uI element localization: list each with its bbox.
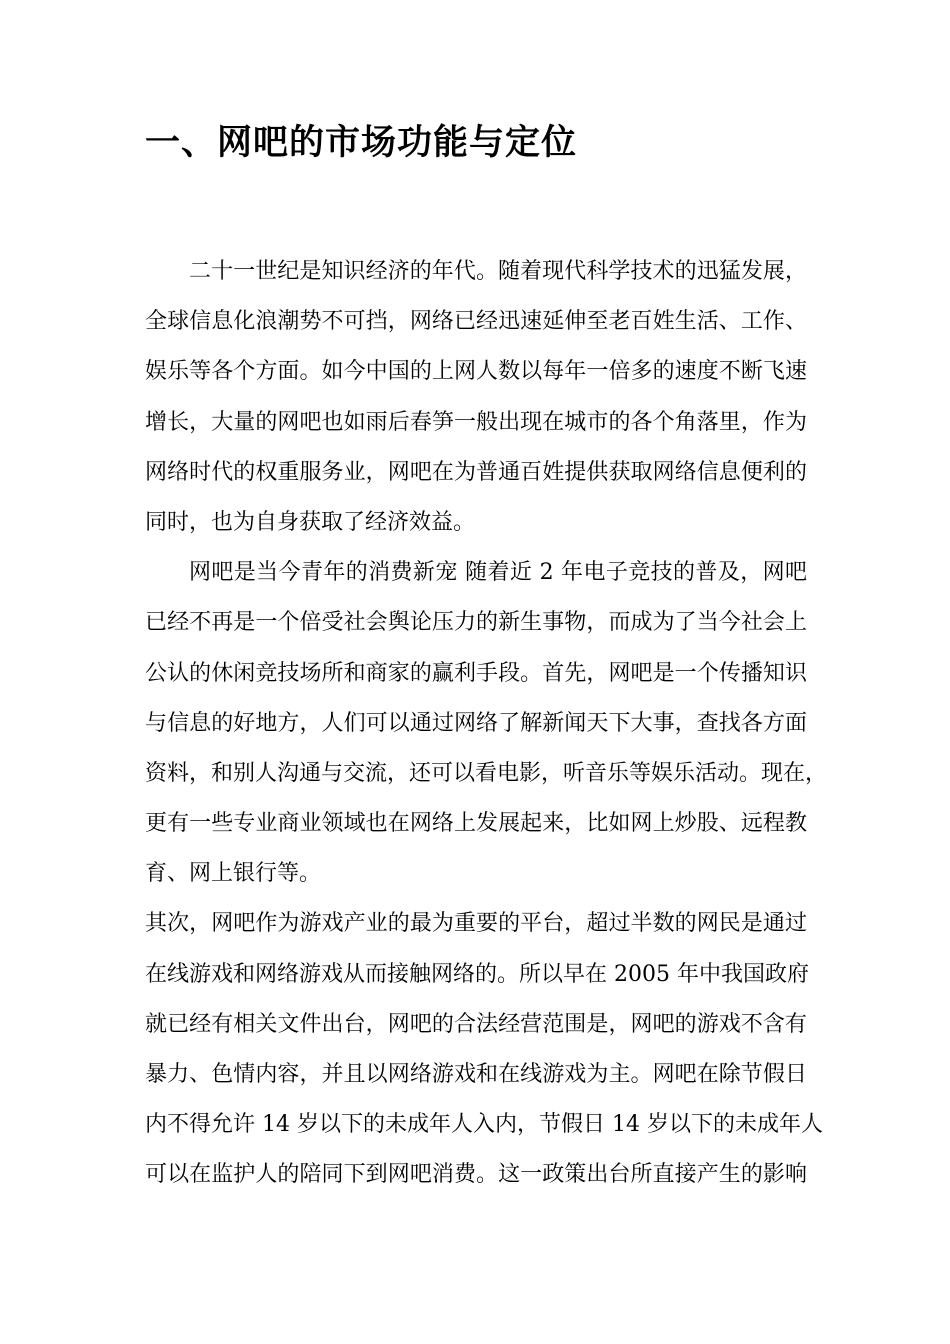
document-body xyxy=(145,252,828,1206)
text-line: 同时，也为自身获取了经济效益。 xyxy=(145,509,476,535)
paragraph-2 xyxy=(145,553,828,904)
text-line: 与信息的好地方，人们可以通过网络了解新闻天下大事，查找各方面 xyxy=(145,710,807,736)
text-line: 娱乐等各个方面。如今中国的上网人数以每年一倍多的速度不断飞速 xyxy=(145,359,807,385)
text-line: 暴力、色情内容，并且以网络游戏和在线游戏为主。网吧在除节假日 xyxy=(145,1062,807,1087)
paragraph-1 xyxy=(145,252,807,553)
text-line: 就已经有相关文件出台，网吧的合法经营范围是，网吧的游戏不含有 xyxy=(145,1011,807,1037)
text-line: 二十一世纪是知识经济的年代。随着现代科学技术的迅猛发展， xyxy=(189,259,807,284)
text-line: 网络时代的权重服务业，网吧在为普通百姓提供获取网络信息便利的 xyxy=(145,459,807,485)
text-line: 已经不再是一个倍受社会舆论压力的新生事物，而成为了当今社会上 xyxy=(145,610,807,636)
text-line: 可以在监护人的陪同下到网吧消费。这一政策出台所直接产生的影响 xyxy=(145,1162,807,1188)
text-line: 育、网上银行等。 xyxy=(145,861,322,887)
text-line: 其次，网吧作为游戏产业的最为重要的平台，超过半数的网民是通过 xyxy=(145,911,807,937)
paragraph-3 xyxy=(145,904,823,1205)
text-line: 网吧是当今青年的消费新宠 随着近 2 年电子竞技的普及，网吧 xyxy=(189,560,807,586)
text-line: 增长，大量的网吧也如雨后春笋一般出现在城市的各个角落里，作为 xyxy=(145,409,807,435)
text-line: 更有一些专业商业领域也在网络上发展起来，比如网上炒股、远程教 xyxy=(145,811,807,837)
text-line: 公认的休闲竞技场所和商家的赢利手段。首先，网吧是一个传播知识 xyxy=(145,660,807,686)
text-line: 内不得允许 14 岁以下的未成年人入内，节假日 14 岁以下的未成年人 xyxy=(145,1112,823,1138)
text-line: 全球信息化浪潮势不可挡，网络已经迅速延伸至老百姓生活、工作、 xyxy=(145,309,807,335)
text-line: 资料，和别人沟通与交流，还可以看电影，听音乐等娱乐活动。现在， xyxy=(145,760,828,786)
section-heading: 一、网吧的市场功能与定位 xyxy=(145,123,578,163)
text-line: 在线游戏和网络游戏从而接触网络的。所以早在 2005 年中我国政府 xyxy=(145,961,809,987)
